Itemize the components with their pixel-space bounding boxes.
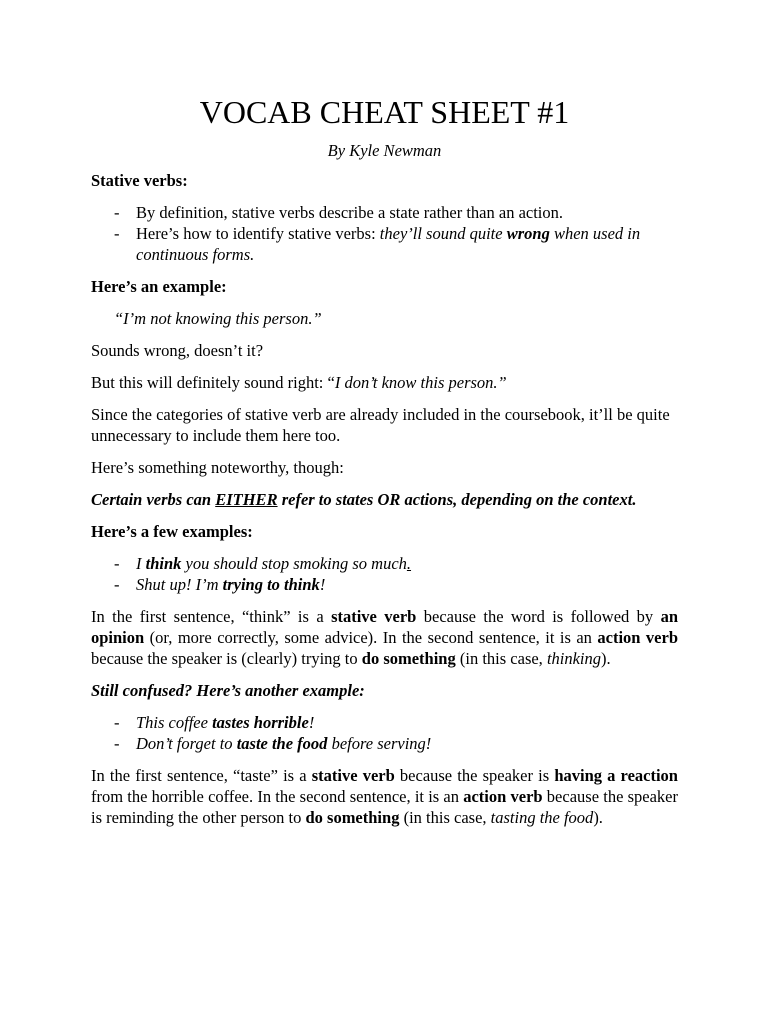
sounds-wrong-text: Sounds wrong, doesn’t it? <box>91 341 264 360</box>
heading-still-confused <box>91 680 678 701</box>
list-item <box>91 202 678 223</box>
example-period: . <box>406 554 412 573</box>
example-bold: trying to think <box>222 575 320 594</box>
identify-hint-part: when used in continuous forms. <box>136 224 641 264</box>
bold-run: do something <box>305 808 400 827</box>
identify-hint-part: they’ll sound quite <box>379 224 507 243</box>
text-run: (or, more correctly, some advice). In the second sentence, it is an <box>144 628 598 647</box>
certain-part: Certain verbs can <box>91 490 216 509</box>
taste-explanation <box>91 765 678 828</box>
sound-right-quote: I don’t know this person. <box>334 373 498 392</box>
list-item <box>91 553 678 574</box>
think-examples-list <box>91 553 678 595</box>
example-part: ! <box>319 575 326 594</box>
example-bold: tastes horrible <box>212 713 309 732</box>
sound-right-lead: But this will definitely sound right: “ <box>91 373 335 392</box>
heading-stative-verbs <box>91 170 678 191</box>
certain-part: refer to states OR actions, depending on the context. <box>277 490 637 509</box>
text-run: ). <box>593 808 603 827</box>
example-bold: think <box>145 554 182 573</box>
text-run: from the horrible coffee. In the second sentence, it is an <box>91 787 464 806</box>
example-part: This coffee <box>136 713 213 732</box>
example-bold: taste the food <box>236 734 328 753</box>
example-part: you should stop smoking so much <box>181 554 407 573</box>
categories-paragraph: Since the categories of stative verb are already included in the coursebook, it’ll be quite unnecessary to include them here too. <box>91 405 670 445</box>
text-run: because the speaker is reminding the other person to <box>91 787 678 827</box>
bold-run: having a reaction <box>554 766 678 785</box>
bold-run: stative verb <box>311 766 395 785</box>
list-item <box>91 733 678 754</box>
list-item <box>91 574 678 595</box>
heading-few-examples <box>91 521 678 542</box>
heading-example <box>91 276 678 297</box>
text-run: because the speaker is (clearly) trying to <box>91 649 362 668</box>
certain-verbs-statement <box>91 489 678 510</box>
bold-run: stative verb <box>331 607 417 626</box>
text-run: In the first sentence, “taste” is a <box>91 766 312 785</box>
text-run: because the speaker is <box>394 766 555 785</box>
list-item <box>91 712 678 733</box>
text-run: ). <box>601 649 611 668</box>
document-page <box>91 92 678 839</box>
page-title: VOCAB CHEAT SHEET #1 <box>199 94 570 130</box>
taste-examples-list <box>91 712 678 754</box>
identify-hint-wrong: wrong <box>506 224 550 243</box>
heading-few-text: Here’s a few examples: <box>91 522 253 541</box>
text-run: (in this case, <box>399 808 491 827</box>
bold-run: do something <box>361 649 456 668</box>
list-item <box>91 223 678 265</box>
text-run: In the first sentence, “think” is a <box>91 607 332 626</box>
identify-text: Here’s how to identify stative verbs: <box>136 224 380 243</box>
italic-run: tasting the food <box>490 808 594 827</box>
italic-run: thinking <box>546 649 602 668</box>
example-quote: “I’m not knowing this person.” <box>114 309 322 328</box>
definition-text: By definition, stative verbs describe a state rather than an action. <box>136 203 564 222</box>
sound-right-close: ” <box>497 373 507 392</box>
example-part: before serving! <box>327 734 432 753</box>
example-part: I <box>136 554 146 573</box>
example-part: ! <box>308 713 315 732</box>
sound-right-text <box>91 372 678 393</box>
heading-confused-text: Still confused? Here’s another example: <box>91 681 365 700</box>
bold-run: action verb <box>463 787 543 806</box>
example-part: Shut up! I’m <box>136 575 223 594</box>
noteworthy-text: Here’s something noteworthy, though: <box>91 458 344 477</box>
text-run: because the word is followed by <box>416 607 661 626</box>
example-part: Don’t forget to <box>136 734 237 753</box>
heading-stative-text: Stative verbs: <box>91 171 188 190</box>
think-explanation <box>91 606 678 669</box>
bold-run: an opinion <box>91 607 678 647</box>
bold-run: action verb <box>597 628 679 647</box>
heading-example-text: Here’s an example: <box>91 277 227 296</box>
author-byline: By Kyle Newman <box>327 141 442 160</box>
either-emphasis: EITHER <box>215 490 278 509</box>
stative-definition-list <box>91 202 678 265</box>
text-run: (in this case, <box>455 649 547 668</box>
